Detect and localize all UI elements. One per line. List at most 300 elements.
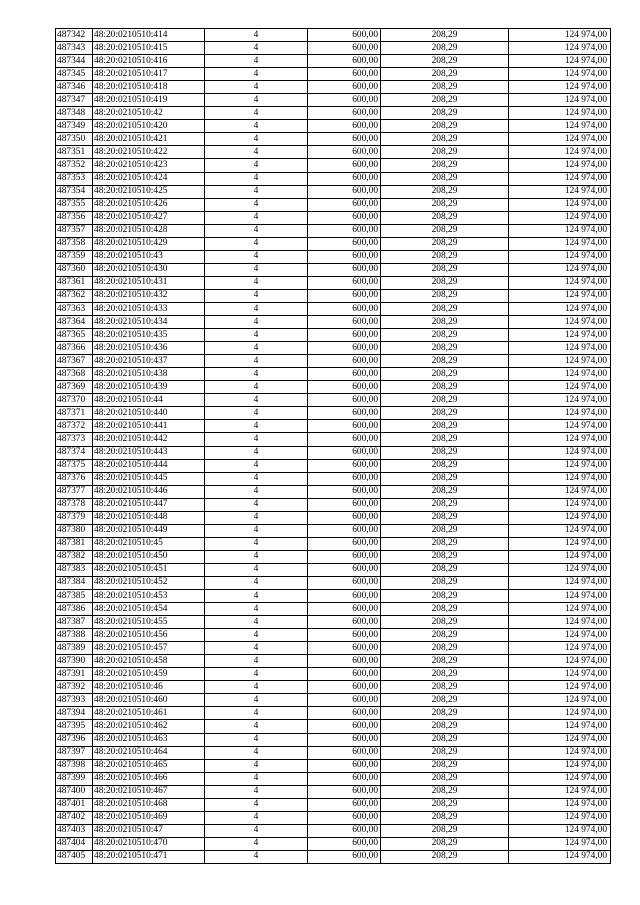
table-row — [56, 498, 611, 511]
row-id-cell: 487372 — [56, 420, 93, 433]
quantity-cell: 4 — [205, 302, 308, 315]
area-cell: 600,00 — [308, 381, 381, 394]
row-id-cell: 487395 — [56, 720, 93, 733]
row-id-cell: 487366 — [56, 342, 93, 355]
row-id-cell: 487365 — [56, 329, 93, 342]
total-cell: 124 974,00 — [509, 224, 611, 237]
price-cell: 208,29 — [381, 107, 509, 120]
quantity-cell: 4 — [205, 289, 308, 302]
row-id-cell: 487368 — [56, 368, 93, 381]
table-row — [56, 355, 611, 368]
row-id-cell: 487376 — [56, 472, 93, 485]
price-cell: 208,29 — [381, 576, 509, 589]
price-cell: 208,29 — [381, 329, 509, 342]
table-row — [56, 837, 611, 850]
area-cell: 600,00 — [308, 576, 381, 589]
table-row — [56, 29, 611, 42]
area-cell: 600,00 — [308, 159, 381, 172]
row-id-cell: 487396 — [56, 733, 93, 746]
cadastral-number-cell: 48:20:0210510:430 — [93, 263, 205, 276]
total-cell: 124 974,00 — [509, 211, 611, 224]
price-cell: 208,29 — [381, 211, 509, 224]
total-cell: 124 974,00 — [509, 837, 611, 850]
row-id-cell: 487385 — [56, 590, 93, 603]
area-cell: 600,00 — [308, 420, 381, 433]
price-cell: 208,29 — [381, 237, 509, 250]
table-row — [56, 289, 611, 302]
price-cell: 208,29 — [381, 289, 509, 302]
cadastral-number-cell: 48:20:0210510:465 — [93, 759, 205, 772]
row-id-cell: 487344 — [56, 55, 93, 68]
total-cell: 124 974,00 — [509, 811, 611, 824]
row-id-cell: 487363 — [56, 302, 93, 315]
area-cell: 600,00 — [308, 316, 381, 329]
cadastral-number-cell: 48:20:0210510:432 — [93, 289, 205, 302]
row-id-cell: 487394 — [56, 707, 93, 720]
area-cell: 600,00 — [308, 81, 381, 94]
area-cell: 600,00 — [308, 133, 381, 146]
total-cell: 124 974,00 — [509, 289, 611, 302]
table-row — [56, 707, 611, 720]
price-cell: 208,29 — [381, 603, 509, 616]
row-id-cell: 487354 — [56, 185, 93, 198]
cadastral-number-cell: 48:20:0210510:438 — [93, 368, 205, 381]
row-id-cell: 487374 — [56, 446, 93, 459]
area-cell: 600,00 — [308, 837, 381, 850]
row-id-cell: 487398 — [56, 759, 93, 772]
cadastral-number-cell: 48:20:0210510:442 — [93, 433, 205, 446]
table-row — [56, 590, 611, 603]
table-row — [56, 798, 611, 811]
row-id-cell: 487388 — [56, 629, 93, 642]
quantity-cell: 4 — [205, 537, 308, 550]
quantity-cell: 4 — [205, 837, 308, 850]
table-row — [56, 603, 611, 616]
quantity-cell: 4 — [205, 146, 308, 159]
cadastral-number-cell: 48:20:0210510:443 — [93, 446, 205, 459]
area-cell: 600,00 — [308, 368, 381, 381]
area-cell: 600,00 — [308, 472, 381, 485]
quantity-cell: 4 — [205, 276, 308, 289]
cadastral-number-cell: 48:20:0210510:446 — [93, 485, 205, 498]
quantity-cell: 4 — [205, 55, 308, 68]
area-cell: 600,00 — [308, 511, 381, 524]
area-cell: 600,00 — [308, 42, 381, 55]
cadastral-number-cell: 48:20:0210510:458 — [93, 655, 205, 668]
table-row — [56, 785, 611, 798]
total-cell: 124 974,00 — [509, 29, 611, 42]
area-cell: 600,00 — [308, 590, 381, 603]
table-row — [56, 746, 611, 759]
cadastral-number-cell: 48:20:0210510:431 — [93, 276, 205, 289]
area-cell: 600,00 — [308, 263, 381, 276]
quantity-cell: 4 — [205, 433, 308, 446]
area-cell: 600,00 — [308, 394, 381, 407]
total-cell: 124 974,00 — [509, 642, 611, 655]
price-cell: 208,29 — [381, 694, 509, 707]
table-row — [56, 107, 611, 120]
row-id-cell: 487342 — [56, 29, 93, 42]
quantity-cell: 4 — [205, 29, 308, 42]
area-cell: 600,00 — [308, 772, 381, 785]
row-id-cell: 487377 — [56, 485, 93, 498]
table-row — [56, 433, 611, 446]
table-row — [56, 668, 611, 681]
total-cell: 124 974,00 — [509, 159, 611, 172]
table-row — [56, 368, 611, 381]
row-id-cell: 487362 — [56, 289, 93, 302]
price-cell: 208,29 — [381, 68, 509, 81]
price-cell: 208,29 — [381, 642, 509, 655]
cadastral-number-cell: 48:20:0210510:468 — [93, 798, 205, 811]
row-id-cell: 487397 — [56, 746, 93, 759]
quantity-cell: 4 — [205, 407, 308, 420]
total-cell: 124 974,00 — [509, 342, 611, 355]
total-cell: 124 974,00 — [509, 576, 611, 589]
row-id-cell: 487357 — [56, 224, 93, 237]
quantity-cell: 4 — [205, 707, 308, 720]
area-cell: 600,00 — [308, 537, 381, 550]
table-row — [56, 694, 611, 707]
cadastral-number-cell: 48:20:0210510:415 — [93, 42, 205, 55]
quantity-cell: 4 — [205, 668, 308, 681]
price-cell: 208,29 — [381, 550, 509, 563]
price-cell: 208,29 — [381, 420, 509, 433]
quantity-cell: 4 — [205, 524, 308, 537]
quantity-cell: 4 — [205, 485, 308, 498]
total-cell: 124 974,00 — [509, 133, 611, 146]
total-cell: 124 974,00 — [509, 707, 611, 720]
row-id-cell: 487387 — [56, 616, 93, 629]
price-cell: 208,29 — [381, 381, 509, 394]
quantity-cell: 4 — [205, 368, 308, 381]
row-id-cell: 487359 — [56, 250, 93, 263]
cadastral-number-cell: 48:20:0210510:419 — [93, 94, 205, 107]
quantity-cell: 4 — [205, 642, 308, 655]
quantity-cell: 4 — [205, 446, 308, 459]
row-id-cell: 487393 — [56, 694, 93, 707]
table-row — [56, 472, 611, 485]
quantity-cell: 4 — [205, 81, 308, 94]
table-row — [56, 811, 611, 824]
table-row — [56, 250, 611, 263]
price-cell: 208,29 — [381, 472, 509, 485]
quantity-cell: 4 — [205, 107, 308, 120]
table-row — [56, 302, 611, 315]
quantity-cell: 4 — [205, 133, 308, 146]
cadastral-number-cell: 48:20:0210510:429 — [93, 237, 205, 250]
total-cell: 124 974,00 — [509, 537, 611, 550]
total-cell: 124 974,00 — [509, 433, 611, 446]
total-cell: 124 974,00 — [509, 68, 611, 81]
area-cell: 600,00 — [308, 172, 381, 185]
area-cell: 600,00 — [308, 237, 381, 250]
area-cell: 600,00 — [308, 707, 381, 720]
total-cell: 124 974,00 — [509, 55, 611, 68]
area-cell: 600,00 — [308, 603, 381, 616]
total-cell: 124 974,00 — [509, 590, 611, 603]
cadastral-number-cell: 48:20:0210510:451 — [93, 563, 205, 576]
row-id-cell: 487399 — [56, 772, 93, 785]
table-row — [56, 655, 611, 668]
price-cell: 208,29 — [381, 355, 509, 368]
row-id-cell: 487360 — [56, 263, 93, 276]
row-id-cell: 487405 — [56, 850, 93, 863]
total-cell: 124 974,00 — [509, 42, 611, 55]
cadastral-number-cell: 48:20:0210510:427 — [93, 211, 205, 224]
area-cell: 600,00 — [308, 302, 381, 315]
row-id-cell: 487401 — [56, 798, 93, 811]
quantity-cell: 4 — [205, 681, 308, 694]
total-cell: 124 974,00 — [509, 446, 611, 459]
quantity-cell: 4 — [205, 746, 308, 759]
row-id-cell: 487386 — [56, 603, 93, 616]
quantity-cell: 4 — [205, 472, 308, 485]
cadastral-number-cell: 48:20:0210510:463 — [93, 733, 205, 746]
data-table — [55, 28, 611, 864]
area-cell: 600,00 — [308, 733, 381, 746]
total-cell: 124 974,00 — [509, 185, 611, 198]
area-cell: 600,00 — [308, 668, 381, 681]
row-id-cell: 487343 — [56, 42, 93, 55]
row-id-cell: 487364 — [56, 316, 93, 329]
quantity-cell: 4 — [205, 798, 308, 811]
table-row — [56, 563, 611, 576]
cadastral-number-cell: 48:20:0210510:471 — [93, 850, 205, 863]
table-row — [56, 381, 611, 394]
cadastral-number-cell: 48:20:0210510:462 — [93, 720, 205, 733]
area-cell: 600,00 — [308, 211, 381, 224]
row-id-cell: 487373 — [56, 433, 93, 446]
row-id-cell: 487371 — [56, 407, 93, 420]
total-cell: 124 974,00 — [509, 824, 611, 837]
price-cell: 208,29 — [381, 798, 509, 811]
total-cell: 124 974,00 — [509, 772, 611, 785]
area-cell: 600,00 — [308, 224, 381, 237]
area-cell: 600,00 — [308, 785, 381, 798]
quantity-cell: 4 — [205, 459, 308, 472]
row-id-cell: 487358 — [56, 237, 93, 250]
cadastral-number-cell: 48:20:0210510:43 — [93, 250, 205, 263]
price-cell: 208,29 — [381, 120, 509, 133]
quantity-cell: 4 — [205, 616, 308, 629]
price-cell: 208,29 — [381, 446, 509, 459]
area-cell: 600,00 — [308, 355, 381, 368]
price-cell: 208,29 — [381, 133, 509, 146]
price-cell: 208,29 — [381, 759, 509, 772]
cadastral-number-cell: 48:20:0210510:469 — [93, 811, 205, 824]
table-row — [56, 263, 611, 276]
cadastral-number-cell: 48:20:0210510:464 — [93, 746, 205, 759]
table-row — [56, 329, 611, 342]
quantity-cell: 4 — [205, 224, 308, 237]
total-cell: 124 974,00 — [509, 263, 611, 276]
quantity-cell: 4 — [205, 550, 308, 563]
area-cell: 600,00 — [308, 694, 381, 707]
cadastral-number-cell: 48:20:0210510:444 — [93, 459, 205, 472]
quantity-cell: 4 — [205, 576, 308, 589]
table-row — [56, 342, 611, 355]
cadastral-number-cell: 48:20:0210510:459 — [93, 668, 205, 681]
cadastral-number-cell: 48:20:0210510:461 — [93, 707, 205, 720]
table-row — [56, 316, 611, 329]
price-cell: 208,29 — [381, 720, 509, 733]
total-cell: 124 974,00 — [509, 394, 611, 407]
price-cell: 208,29 — [381, 563, 509, 576]
price-cell: 208,29 — [381, 485, 509, 498]
price-cell: 208,29 — [381, 616, 509, 629]
row-id-cell: 487402 — [56, 811, 93, 824]
total-cell: 124 974,00 — [509, 759, 611, 772]
row-id-cell: 487345 — [56, 68, 93, 81]
price-cell: 208,29 — [381, 198, 509, 211]
cadastral-number-cell: 48:20:0210510:426 — [93, 198, 205, 211]
cadastral-number-cell: 48:20:0210510:45 — [93, 537, 205, 550]
total-cell: 124 974,00 — [509, 850, 611, 863]
area-cell: 600,00 — [308, 759, 381, 772]
table-row — [56, 185, 611, 198]
row-id-cell: 487379 — [56, 511, 93, 524]
total-cell: 124 974,00 — [509, 733, 611, 746]
price-cell: 208,29 — [381, 511, 509, 524]
quantity-cell: 4 — [205, 211, 308, 224]
cadastral-number-cell: 48:20:0210510:423 — [93, 159, 205, 172]
total-cell: 124 974,00 — [509, 798, 611, 811]
quantity-cell: 4 — [205, 185, 308, 198]
quantity-cell: 4 — [205, 824, 308, 837]
area-cell: 600,00 — [308, 198, 381, 211]
cadastral-number-cell: 48:20:0210510:433 — [93, 302, 205, 315]
row-id-cell: 487348 — [56, 107, 93, 120]
total-cell: 124 974,00 — [509, 681, 611, 694]
price-cell: 208,29 — [381, 681, 509, 694]
quantity-cell: 4 — [205, 590, 308, 603]
price-cell: 208,29 — [381, 55, 509, 68]
total-cell: 124 974,00 — [509, 250, 611, 263]
area-cell: 600,00 — [308, 433, 381, 446]
cadastral-number-cell: 48:20:0210510:424 — [93, 172, 205, 185]
total-cell: 124 974,00 — [509, 785, 611, 798]
table-row — [56, 524, 611, 537]
price-cell: 208,29 — [381, 837, 509, 850]
total-cell: 124 974,00 — [509, 302, 611, 315]
cadastral-number-cell: 48:20:0210510:439 — [93, 381, 205, 394]
price-cell: 208,29 — [381, 29, 509, 42]
price-cell: 208,29 — [381, 524, 509, 537]
total-cell: 124 974,00 — [509, 472, 611, 485]
table-row — [56, 42, 611, 55]
quantity-cell: 4 — [205, 772, 308, 785]
row-id-cell: 487347 — [56, 94, 93, 107]
quantity-cell: 4 — [205, 329, 308, 342]
total-cell: 124 974,00 — [509, 563, 611, 576]
area-cell: 600,00 — [308, 29, 381, 42]
area-cell: 600,00 — [308, 68, 381, 81]
table-row — [56, 94, 611, 107]
cadastral-number-cell: 48:20:0210510:470 — [93, 837, 205, 850]
total-cell: 124 974,00 — [509, 485, 611, 498]
cadastral-number-cell: 48:20:0210510:425 — [93, 185, 205, 198]
area-cell: 600,00 — [308, 289, 381, 302]
table-row — [56, 629, 611, 642]
quantity-cell: 4 — [205, 198, 308, 211]
row-id-cell: 487346 — [56, 81, 93, 94]
area-cell: 600,00 — [308, 459, 381, 472]
quantity-cell: 4 — [205, 603, 308, 616]
table-row — [56, 198, 611, 211]
area-cell: 600,00 — [308, 329, 381, 342]
area-cell: 600,00 — [308, 746, 381, 759]
cadastral-number-cell: 48:20:0210510:434 — [93, 316, 205, 329]
table-row — [56, 576, 611, 589]
cadastral-number-cell: 48:20:0210510:450 — [93, 550, 205, 563]
area-cell: 600,00 — [308, 655, 381, 668]
row-id-cell: 487380 — [56, 524, 93, 537]
total-cell: 124 974,00 — [509, 146, 611, 159]
cadastral-number-cell: 48:20:0210510:460 — [93, 694, 205, 707]
table-row — [56, 537, 611, 550]
total-cell: 124 974,00 — [509, 694, 611, 707]
table-row — [56, 276, 611, 289]
cadastral-number-cell: 48:20:0210510:418 — [93, 81, 205, 94]
area-cell: 600,00 — [308, 798, 381, 811]
total-cell: 124 974,00 — [509, 407, 611, 420]
table-row — [56, 720, 611, 733]
quantity-cell: 4 — [205, 785, 308, 798]
total-cell: 124 974,00 — [509, 94, 611, 107]
table-row — [56, 407, 611, 420]
total-cell: 124 974,00 — [509, 316, 611, 329]
price-cell: 208,29 — [381, 707, 509, 720]
area-cell: 600,00 — [308, 276, 381, 289]
table-body — [56, 29, 611, 864]
total-cell: 124 974,00 — [509, 420, 611, 433]
quantity-cell: 4 — [205, 237, 308, 250]
row-id-cell: 487349 — [56, 120, 93, 133]
cadastral-number-cell: 48:20:0210510:445 — [93, 472, 205, 485]
price-cell: 208,29 — [381, 746, 509, 759]
price-cell: 208,29 — [381, 850, 509, 863]
area-cell: 600,00 — [308, 120, 381, 133]
area-cell: 600,00 — [308, 811, 381, 824]
row-id-cell: 487375 — [56, 459, 93, 472]
row-id-cell: 487382 — [56, 550, 93, 563]
table-row — [56, 120, 611, 133]
total-cell: 124 974,00 — [509, 355, 611, 368]
price-cell: 208,29 — [381, 433, 509, 446]
area-cell: 600,00 — [308, 850, 381, 863]
quantity-cell: 4 — [205, 42, 308, 55]
quantity-cell: 4 — [205, 511, 308, 524]
cadastral-number-cell: 48:20:0210510:428 — [93, 224, 205, 237]
row-id-cell: 487351 — [56, 146, 93, 159]
row-id-cell: 487367 — [56, 355, 93, 368]
quantity-cell: 4 — [205, 94, 308, 107]
quantity-cell: 4 — [205, 381, 308, 394]
price-cell: 208,29 — [381, 81, 509, 94]
table-row — [56, 850, 611, 863]
area-cell: 600,00 — [308, 107, 381, 120]
table-row — [56, 511, 611, 524]
total-cell: 124 974,00 — [509, 276, 611, 289]
total-cell: 124 974,00 — [509, 668, 611, 681]
total-cell: 124 974,00 — [509, 368, 611, 381]
area-cell: 600,00 — [308, 185, 381, 198]
quantity-cell: 4 — [205, 498, 308, 511]
area-cell: 600,00 — [308, 616, 381, 629]
cadastral-number-cell: 48:20:0210510:436 — [93, 342, 205, 355]
area-cell: 600,00 — [308, 720, 381, 733]
